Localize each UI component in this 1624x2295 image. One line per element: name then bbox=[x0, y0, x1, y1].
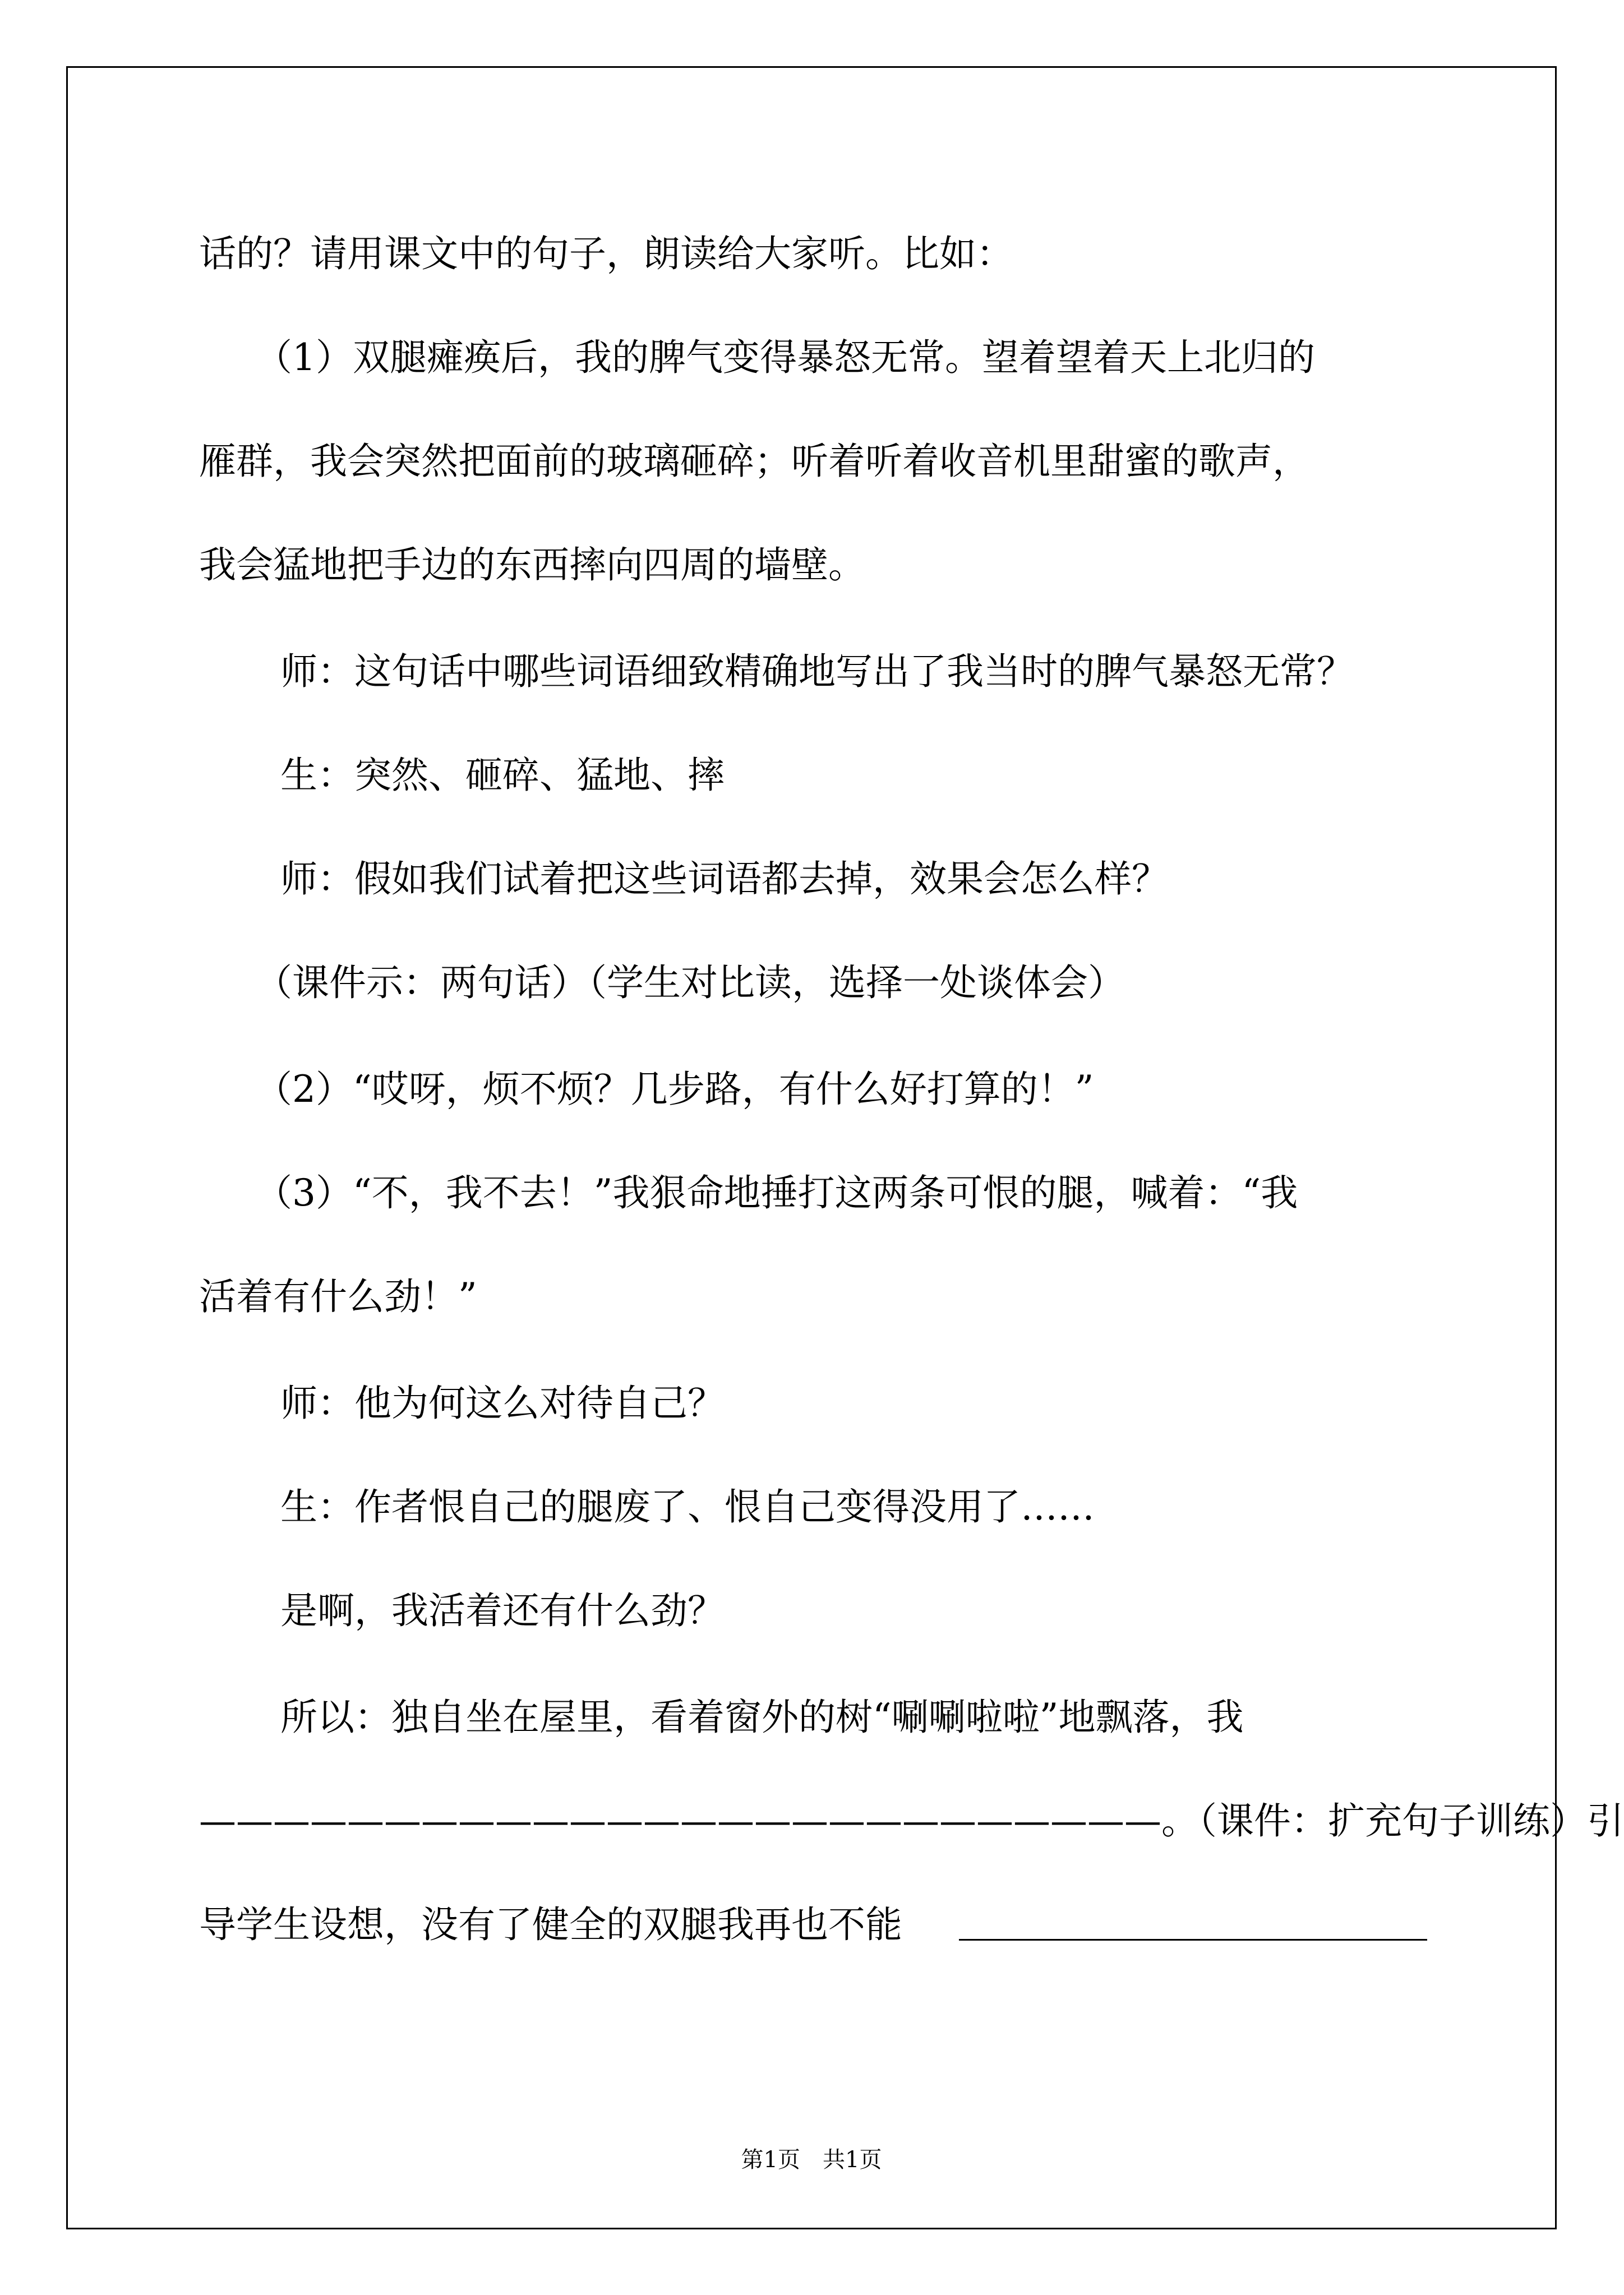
text-line-9: （2）“哎呀，烦不烦？几步路，有什么好打算的！” bbox=[255, 1068, 1094, 1111]
text-line-13: 生：作者恨自己的腿废了、恨自己变得没用了…… bbox=[280, 1485, 1095, 1529]
text-line-16: ——————————————————————————。（课件：扩充句子训练）引 bbox=[199, 1799, 1624, 1843]
text-line-4: 我会猛地把手边的东西摔向四周的墙壁。 bbox=[199, 543, 865, 587]
text-line-15: 所以：独自坐在屋里，看着窗外的树“唰唰啦啦”地飘落，我 bbox=[280, 1696, 1244, 1739]
fill-in-blank-line bbox=[959, 1939, 1427, 1941]
text-line-6: 生：突然、砸碎、猛地、摔 bbox=[280, 754, 725, 797]
text-line-3: 雁群，我会突然把面前的玻璃砸碎；听着听着收音机里甜蜜的歌声， bbox=[199, 440, 1309, 483]
text-line-12: 师：他为何这么对待自己？ bbox=[280, 1382, 725, 1425]
text-line-1: 话的？请用课文中的句子，朗读给大家听。比如： bbox=[199, 232, 1013, 275]
text-line-17: 导学生设想，没有了健全的双腿我再也不能 bbox=[199, 1903, 902, 1946]
text-line-10: （3）“不，我不去！”我狠命地捶打这两条可恨的腿，喊着：“我 bbox=[255, 1171, 1298, 1215]
text-line-2: （1）双腿瘫痪后，我的脾气变得暴怒无常。望着望着天上北归的 bbox=[255, 336, 1315, 379]
page-footer: 第1页 共1页 bbox=[741, 2147, 882, 2173]
text-line-5: 师：这句话中哪些词语细致精确地写出了我当时的脾气暴怒无常？ bbox=[280, 650, 1354, 693]
text-line-11: 活着有什么劲！” bbox=[199, 1275, 477, 1318]
text-line-14: 是啊，我活着还有什么劲？ bbox=[280, 1589, 725, 1632]
text-line-8: （课件示：两句话）（学生对比读，选择一处谈体会） bbox=[255, 961, 1125, 1004]
text-line-7: 师：假如我们试着把这些词语都去掉，效果会怎么样？ bbox=[280, 857, 1169, 901]
